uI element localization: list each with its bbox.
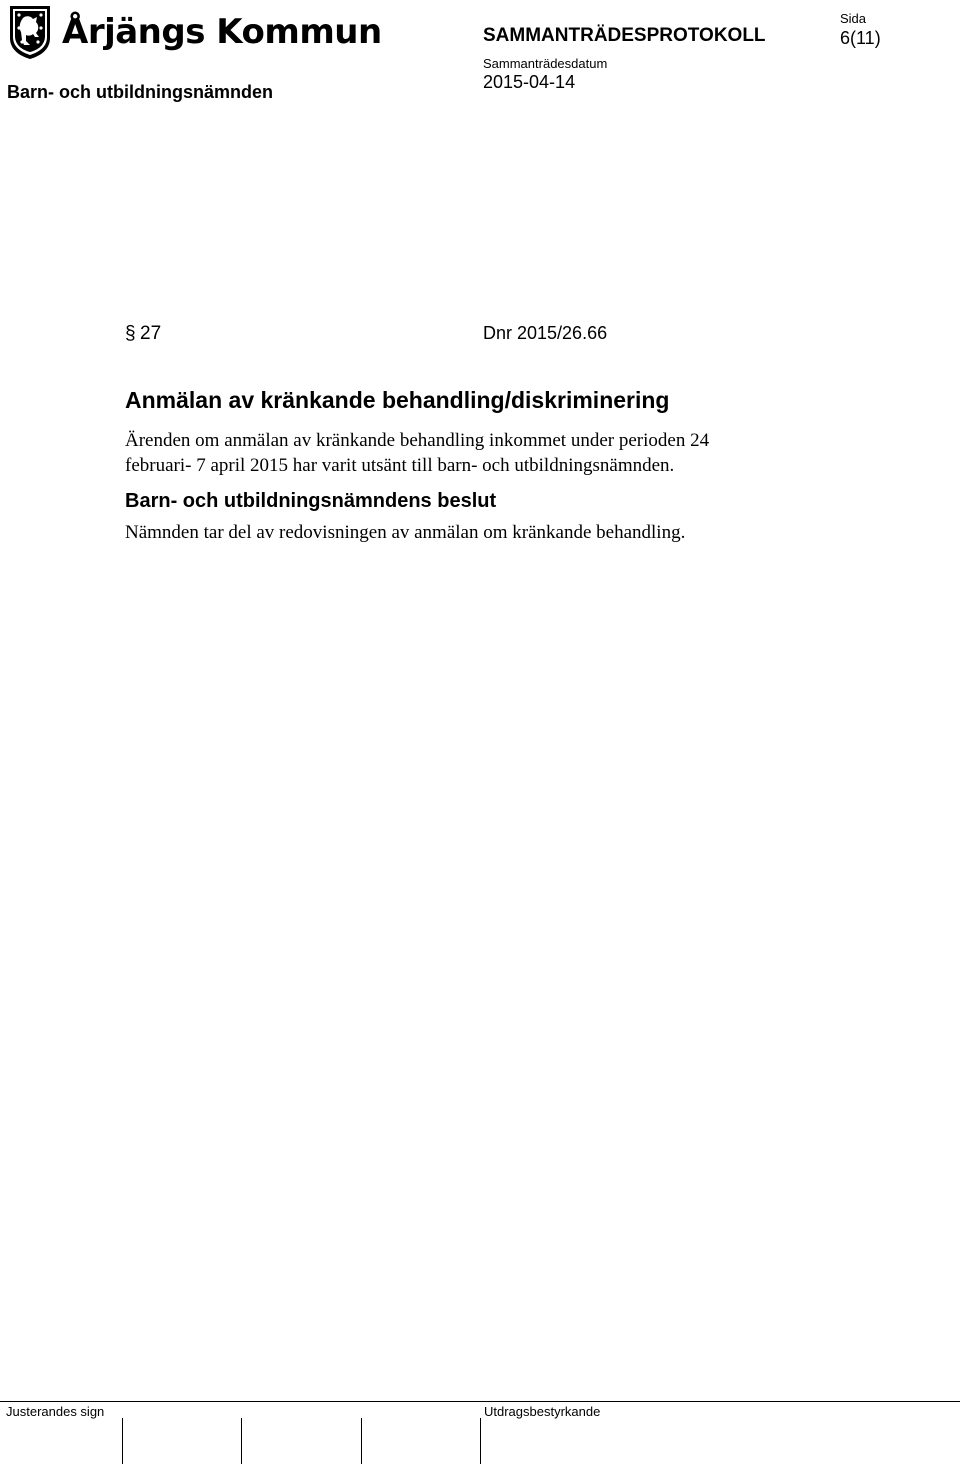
coat-of-arms-lion-icon <box>8 4 52 60</box>
section-number: 27 <box>140 323 162 344</box>
page-label: Sida <box>840 11 867 26</box>
document-type: SAMMANTRÄDESPROTOKOLL <box>483 25 766 46</box>
page-number: 6(11) <box>840 28 881 48</box>
signature-box-divider <box>361 1418 362 1464</box>
meeting-date: 2015-04-14 <box>483 72 576 92</box>
decision-text: Nämnden tar del av redovisningen av anmälan om kränkande behandling. <box>125 522 686 543</box>
section-sign: § <box>125 323 136 344</box>
footer-divider <box>0 1401 960 1402</box>
signature-box-divider <box>122 1418 123 1464</box>
meeting-date-label: Sammanträdesdatum <box>483 56 608 71</box>
item-body-line: Ärenden om anmälan av kränkande behandling inkommet under perioden 24 <box>125 430 710 451</box>
committee-name: Barn- och utbildningsnämnden <box>7 82 273 102</box>
signature-box-divider <box>480 1418 481 1464</box>
footer-certification-label: Utdragsbestyrkande <box>484 1404 601 1419</box>
case-number: Dnr 2015/26.66 <box>483 323 608 343</box>
item-body-line: februari- 7 april 2015 har varit utsänt till barn- och utbildningsnämnden. <box>125 455 675 476</box>
signature-box-divider <box>241 1418 242 1464</box>
municipality-logo <box>8 4 382 60</box>
org-name: Årjängs Kommun <box>62 12 382 52</box>
footer-signature-label: Justerandes sign <box>6 1404 105 1419</box>
decision-heading: Barn- och utbildningsnämndens beslut <box>125 490 497 512</box>
item-title: Anmälan av kränkande behandling/diskriminering <box>125 387 670 413</box>
